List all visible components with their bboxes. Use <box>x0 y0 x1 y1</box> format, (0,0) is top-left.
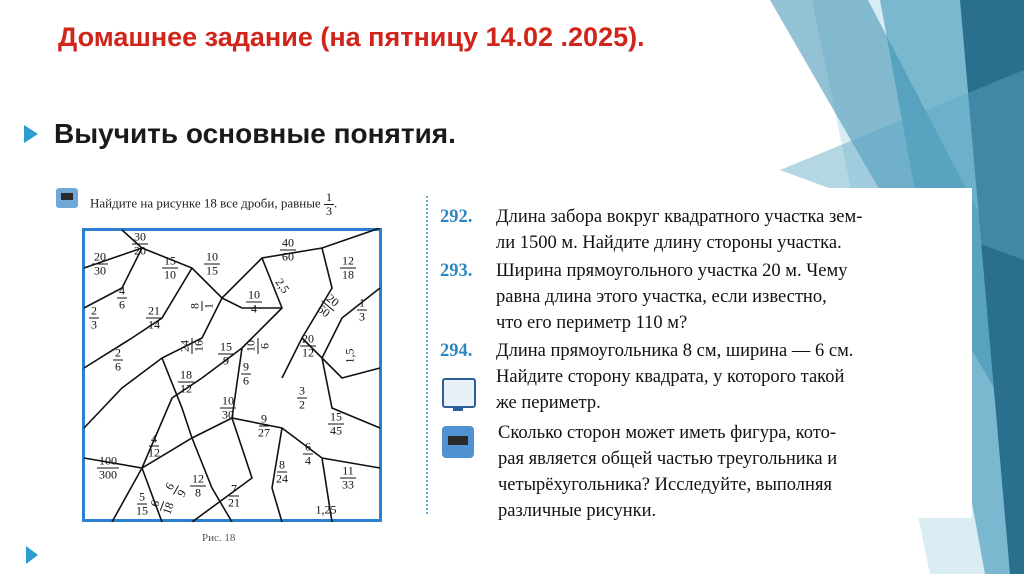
textbook-tasks <box>426 188 972 521</box>
fraction-3-2: $\frac{3}{2}$ <box>299 383 305 412</box>
puzzle-task-text <box>90 191 337 218</box>
fraction-puzzle-image <box>56 180 388 546</box>
bullet-text: Выучить основные понятия. <box>54 118 456 149</box>
fraction-20-12: $\frac{20}{12}$ <box>302 331 314 360</box>
fraction-6-9: 6 9 <box>161 480 190 500</box>
extra-task-line: рая является общей частью треугольника и <box>498 449 838 469</box>
puzzle-lines <box>82 228 382 522</box>
task-number: 292. <box>440 207 473 227</box>
fraction-12-18: $\frac{12}{18}$ <box>342 253 354 282</box>
fraction-10-4: $\frac{10}{4}$ <box>248 287 260 316</box>
fraction-15-9: $\frac{15}{9}$ <box>220 339 232 368</box>
fraction-24-16: 24 16 <box>177 340 206 352</box>
figure-caption: Рис. 18 <box>202 532 236 544</box>
fraction-10-15: $\frac{10}{15}$ <box>206 249 218 278</box>
fraction-15-10: $\frac{15}{10}$ <box>164 253 176 282</box>
fraction-18-12: $\frac{18}{12}$ <box>180 367 192 396</box>
computer-icon <box>442 378 476 408</box>
fraction-10-30: $\frac{10}{30}$ <box>222 393 234 422</box>
extra-task-line: различные рисунки. <box>498 501 657 521</box>
fraction-8-1: 8 1 <box>187 303 216 309</box>
next-slide-arrow-icon[interactable] <box>26 546 38 564</box>
puzzle-figure <box>82 228 382 522</box>
decimal-1-5: 1,5 <box>342 348 357 364</box>
task-294 <box>440 338 853 416</box>
fraction-1-3: $\frac{1}{3}$ <box>359 295 365 324</box>
task-line: что его периметр 110 м? <box>496 313 688 333</box>
fraction-9-6: $\frac{9}{6}$ <box>243 359 249 388</box>
task-number: 293. <box>440 261 473 281</box>
fraction-4-6: $\frac{4}{6}$ <box>119 283 125 312</box>
fraction-numerator: 1 <box>325 190 332 204</box>
graduation-cap-icon <box>442 426 474 458</box>
fraction-4-12: $\frac{4}{12}$ <box>148 431 160 460</box>
fraction-5-15: $\frac{5}{15}$ <box>136 489 148 518</box>
fraction-20-60: 20 60 <box>314 291 342 321</box>
fraction-6-18: 6 18 <box>147 498 177 517</box>
task-fraction <box>324 191 334 218</box>
puzzle-task <box>56 188 337 218</box>
page-title: Домашнее задание (на пятницу 14.02 .2025). <box>58 22 645 52</box>
fraction-2-6: $\frac{2}{6}$ <box>115 345 121 374</box>
task-line: ли 1500 м. Найдите длину стороны участка. <box>496 233 842 253</box>
fraction-30-20: $\frac{30}{20}$ <box>134 229 146 258</box>
task-line: Длина прямоугольника 8 см, ширина — 6 см. <box>496 341 854 361</box>
fraction-12-8: $\frac{12}{8}$ <box>192 471 204 500</box>
task-line: Ширина прямоугольного участка 20 м. Чему <box>496 261 848 281</box>
fraction-21-14: $\frac{21}{14}$ <box>148 303 160 332</box>
fraction-10-6: 10 6 <box>243 340 272 352</box>
extra-task <box>498 420 837 524</box>
extra-task-line: Сколько сторон может иметь фигура, кото- <box>498 423 836 443</box>
task-line: равна длина этого участка, если известно, <box>496 287 827 307</box>
fraction-2-3: $\frac{2}{3}$ <box>91 303 97 332</box>
fraction-100-300: $\frac{100}{300}$ <box>99 453 117 482</box>
fraction-20-30: $\frac{20}{30}$ <box>94 249 106 278</box>
fraction-9-27: $\frac{9}{27}$ <box>258 411 270 440</box>
decimal-1-25: 1,25 <box>315 502 337 517</box>
puzzle-task-end: . <box>333 195 338 211</box>
task-line: же периметр. <box>496 393 601 413</box>
bullet-arrow-icon <box>24 125 38 143</box>
fraction-denominator: 3 <box>325 204 332 218</box>
fraction-7-21: $\frac{7}{21}$ <box>228 481 240 510</box>
fraction-11-33: $\frac{11}{33}$ <box>342 463 354 492</box>
decimal-2-5: 2,5 <box>272 275 293 296</box>
graduation-cap-icon <box>56 188 78 208</box>
dotted-divider <box>426 196 428 514</box>
fraction-6-4: $\frac{6}{4}$ <box>305 439 311 468</box>
task-293 <box>440 258 847 336</box>
fraction-15-45: $\frac{15}{45}$ <box>330 409 342 438</box>
task-line: Длина забора вокруг квадратного участка зем- <box>496 207 863 227</box>
task-292 <box>440 204 862 256</box>
extra-task-line: четырёхугольника? Исследуйте, выполняя <box>498 475 832 495</box>
bullet-item <box>24 118 456 150</box>
task-number: 294. <box>440 341 473 361</box>
puzzle-task-label: Найдите на рисунке 18 все дроби, равные <box>90 195 321 211</box>
fraction-8-24: $\frac{8}{24}$ <box>276 457 288 486</box>
task-line: Найдите сторону квадрата, у которого такой <box>496 367 845 387</box>
fraction-40-60: $\frac{40}{60}$ <box>282 235 294 264</box>
